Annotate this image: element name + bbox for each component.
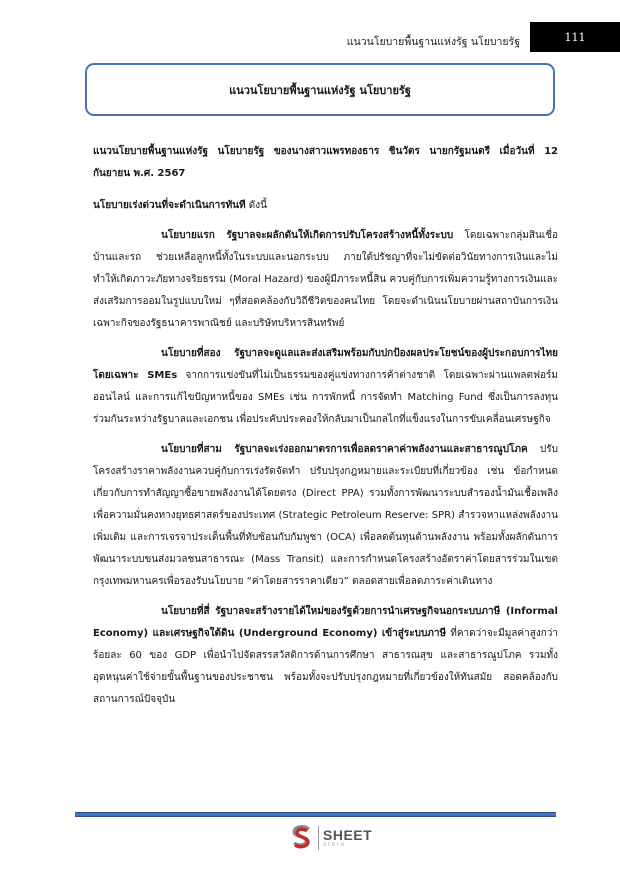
policy-heading: นโยบายแรก รัฐบาลจะผลักดันให้เกิดการปรับโครงสร้างหนี้ทั้งระบบ: [161, 230, 454, 241]
policy-paragraph-3: [93, 439, 558, 593]
urgent-heading-text: นโยบายเร่งด่วนที่จะดำเนินการทันที: [93, 200, 246, 211]
intro-paragraph: แนวนโยบายพื้นฐานแห่งรัฐ นโยบายรัฐ ของนางสาวแพรทองธาร ชินวัตร นายกรัฐมนตรี เมื่อวันที่ 12 กันยายน พ.ศ. 2567: [93, 146, 558, 179]
policy-paragraph-1: [93, 225, 558, 335]
policy-heading: นโยบายที่สอง รัฐบาลจะดูแลและส่งเสริมพร้อมกับปกป้องผลประโยชน์ของผู้ประกอบการไทยโดยเฉพาะ SMEs: [93, 348, 558, 381]
chapter-title-box: [85, 63, 555, 116]
sheet-store-logo: [290, 825, 372, 851]
policy-heading: นโยบายที่สาม รัฐบาลจะเร่งออกมาตรการเพื่อลดราคาค่าพลังงานและสาธารณูปโภค: [161, 444, 528, 455]
policy-body: ปรับโครงสร้างราคาพลังงานควบคู่กับการเร่งรัดจัดทำ ปรับปรุงกฎหมายและระเบียบที่เกี่ยวข้อง เช่น ข้อกำหนดเกี่ยวกับการทำสัญญาซื้อขายพลังงานได้โดยตรง (Direct PPA) รวมทั้งการพัฒนาระบบสำรองน้ำมันเชื้อเพลิงเพื่อความมั่นคงทางยุทธศาสตร์ของประเทศ (Strategic Petroleum Reserve: SPR) สำรวจหาแหล่งพลังงานเพิ่มเติม และการเจรจาประเด็นพื้นที่ทับซ้อนกับกัมพูชา (OCA) เพื่อลดต้นทุนด้านพลังงาน พร้อมทั้งผลักดันการพัฒนาระบบขนส่งมวลชนสาธารณะ (Mass Transit) และการกำหนดโครงสร้างอัตราค่าโดยสารร่วมในเขตกรุงเทพมหานครเพื่อรองรับนโยบาย “ค่าโดยสารราคาเดียว” ตลอดสายเพื่อลดภาระค่าเดินทาง: [93, 444, 558, 587]
page-number-box: [530, 22, 620, 52]
logo-main-text: SHEET: [323, 827, 373, 843]
logo-sub-text: store: [323, 842, 347, 848]
logo-text: [323, 828, 372, 848]
chapter-title: แนวนโยบายพื้นฐานแห่งรัฐ นโยบายรัฐ: [229, 83, 411, 97]
urgent-heading-suffix: ดังนี้: [245, 200, 267, 211]
urgent-policy-heading: [93, 195, 558, 217]
page-number: 111: [564, 30, 586, 44]
policy-body: จากการแข่งขันที่ไม่เป็นธรรมของคู่แข่งทางการค้าต่างชาติ โดยเฉพาะผ่านแพลตฟอร์มออนไลน์ และการแก้ไขปัญหาหนี้ของ SMEs เช่น การพักหนี้ การจัดทำ Matching Fund ซึ่งเป็นการลงทุนร่วมกันระหว่างรัฐบาลและเอกชน เพื่อประคับประคองให้กลับมาเป็นกลไกที่แข็งแรงในการขับเคลื่อนเศรษฐกิจ: [93, 370, 559, 425]
policy-body: ที่คาดว่าจะมีมูลค่าสูงกว่าร้อยละ 60 ของ GDP เพื่อนำไปจัดสรรสวัสดิการด้านการศึกษา สาธารณสุข และสาธารณูปโภค รวมทั้งอุดหนุนค่าใช้จ่ายขั้นพื้นฐานของประชาชน พร้อมทั้งจะปรับปรุงกฎหมายที่เกี่ยวข้องให้ทันสมัย สอดคล้องกับสถานการณ์ปัจจุบัน: [93, 628, 558, 705]
logo-separator: [318, 826, 319, 850]
document-body: [93, 141, 558, 711]
policy-body: โดยเฉพาะกลุ่มสินเชื่อบ้านและรถ ช่วยเหลือลูกหนี้ทั้งในระบบและนอกระบบ ภายใต้ปรัชญาที่จะไม่ขัดต่อวินัยทางการเงินและไม่ทำให้เกิดภาวะภัยทางจริยธรรม (Moral Hazard) ของผู้มีภาระหนี้สิน ควบคู่กับการเพิ่มความรู้ทางการเงินและส่งเสริมการออมในรูปแบบใหม่ ๆที่สอดคล้องกับวิถีชีวิตของคนไทย โดยจะดำเนินนโยบายผ่านสถาบันการเงินเฉพาะกิจของรัฐธนาคารพาณิชย์ และบริษัทบริหารสินทรัพย์: [93, 230, 559, 329]
policy-paragraph-2: [93, 343, 558, 431]
footer-divider: [75, 812, 556, 817]
policy-paragraph-4: [93, 601, 558, 711]
sheet-store-logo-icon: [290, 825, 314, 851]
running-header-title: แนวนโยบายพื้นฐานแห่งรัฐ นโยบายรัฐ: [346, 36, 520, 48]
policy-heading: นโยบายที่สี่ รัฐบาลจะสร้างรายได้ใหม่ของรัฐด้วยการนำเศรษฐกิจนอกระบบภาษี (Informal Economy) และเศรษฐกิจใต้ดิน (Underground Economy) เข้าสู่ระบบภาษี: [93, 606, 558, 639]
